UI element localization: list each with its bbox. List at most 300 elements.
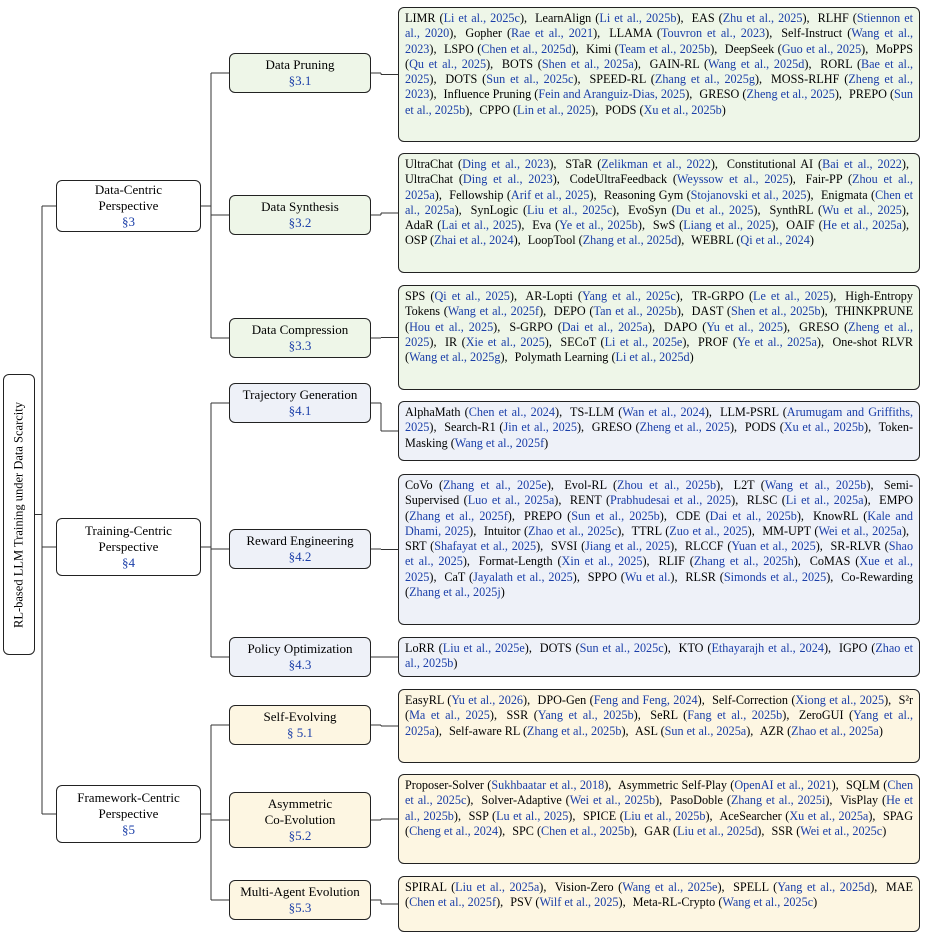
method-name: STaR [565,157,593,171]
method-citation: Wang et al., 2025e [622,880,718,894]
subcategory-node-3-3 [229,318,371,358]
method-citation: Sun et al., 2025c [579,641,664,655]
method-entry: SeRL (Fang et al., 2025b), [650,708,790,723]
method-name: S²r [898,693,914,707]
method-citation: Zheng et al., 2025 [746,87,835,102]
method-entry: CoVo (Zhang et al., 2025e), [405,478,554,492]
method-entry: PODS (Xu et al., 2025b) [605,102,726,117]
method-citation: Zhang et al., 2025d [582,233,678,248]
subcategory-node-4-1 [229,383,371,423]
method-name: Constitutional AI [726,157,814,171]
method-citation: Wu et al. [624,569,671,584]
method-name: LoRR [405,641,435,655]
method-name: Token-Masking [405,420,913,450]
method-name: Semi-Supervised [405,478,914,508]
method-name: PREPO [849,87,887,102]
method-entry: RLCCF (Yuan et al., 2025), [684,539,823,554]
method-entry: Meta-RL-Crypto (Wang et al., 2025c) [632,895,818,910]
method-entry: DAPO (Yu et al., 2025), [664,319,791,334]
method-list-4-1 [398,401,920,461]
method-citation: Liu et al., 2025d [677,823,758,838]
subcategory-section-ref: §3.3 [288,338,312,353]
method-citation: Zhai et al., 2024 [434,233,514,248]
method-name: Reasoning Gym [603,187,684,202]
method-name: Solver-Adaptive [481,793,562,808]
method-citation: Zhu et al., 2025 [722,11,803,25]
method-citation: Zhang et al., 2025j [409,585,501,600]
method-entry: Fellowship (Arif et al., 2025), [449,187,597,202]
method-citation: Fein and Aranguiz-Dias, 2025 [538,87,686,102]
subcategory-node-3-2 [229,195,371,235]
method-name: Asymmetric Self-Play [617,778,727,792]
method-citation: Ye et al., 2025b [559,218,638,233]
subcategory-node-5-2 [229,792,371,848]
method-name: CoMAS [809,554,851,569]
method-name: SeRL [650,708,678,723]
method-name: AceSearcher [719,808,782,823]
method-name: Gopher [465,26,502,41]
category-title-line: Framework-Centric [77,790,180,805]
method-name: SwS [652,218,676,233]
method-citation: Jiang et al., 2025 [585,539,671,554]
method-name: IGPO [838,641,868,655]
method-entry: High-Entropy Tokens (Wang et al., 2025f), [405,289,913,319]
method-entry: L2T (Wang et al., 2025b), [733,478,874,492]
method-entry: CodeUltraFeedback (Weyssow et al., 2025), [569,172,796,187]
method-entry: GAIN-RL (Wang et al., 2025d), [649,56,812,71]
method-entry: Reasoning Gym (Stojanovski et al., 2025), [603,187,814,202]
method-entry: DEPO (Tan et al., 2025b), [553,304,684,319]
subcategory-section-ref: §4.1 [288,403,312,418]
method-entry: LIMR (Li et al., 2025c), [405,11,528,25]
method-name: SPS [405,289,426,303]
method-name: SSR [771,823,794,838]
method-entry: TTRL (Zuo et al., 2025), [631,523,755,538]
method-name: Search-R1 [444,420,496,435]
method-name: DAPO [664,319,698,334]
method-name: SRT [405,539,427,554]
subcategory-section-ref: § 5.1 [287,725,313,740]
subcategory-section-ref: §5.3 [288,900,312,915]
method-citation: He et al., 2025a [822,218,902,233]
subcategory-title-line: Co-Evolution [264,812,336,827]
method-citation: Lu et al., 2025 [496,808,569,823]
method-name: RLCCF [684,539,724,554]
method-citation: Kale and Dhami, 2025 [405,508,914,538]
method-citation: Arif et al., 2025 [510,187,590,202]
method-citation: Simonds et al., 2025 [723,569,827,584]
method-entry: ASL (Sun et al., 2025a), [634,723,754,738]
method-entry: KTO (Ethayarajh et al., 2024), [678,641,832,655]
method-name: Kimi [586,41,612,56]
method-name: SPAG [882,808,914,823]
method-citation: Li et al., 2025b [599,11,677,25]
method-citation: Zuo et al., 2025 [669,523,748,538]
method-citation: He et al., 2025b [405,793,914,823]
method-name: EvoSyn [628,202,667,217]
method-name: S-GRPO [509,319,553,334]
method-citation: Li et al., 2025a [785,493,864,508]
method-name: OAIF [786,218,815,233]
method-name: Format-Length [478,554,553,569]
method-citation: Yang et al., 2025d [777,880,871,894]
method-citation: Wang et al., 2025f [447,304,540,319]
method-name: PODS [605,102,637,117]
method-name: Eva [532,218,552,233]
method-entry: CaT (Jayalath et al., 2025), [444,569,580,584]
method-entry: AZR (Zhao et al., 2025a) [759,723,883,738]
method-name: TS-LLM [570,405,615,419]
method-citation: Li et al., 2025e [604,334,683,349]
method-name: AZR [759,723,785,738]
method-name: WEBRL [691,233,734,248]
method-entry: CoMAS (Xue et al., 2025), [405,554,914,584]
method-name: SPEED-RL [589,72,646,87]
method-name: DOTS [539,641,572,655]
method-entry: SwS (Liang et al., 2025), [652,218,779,233]
method-entry: SPS (Qi et al., 2025), [405,289,518,303]
method-entry: Gopher (Rae et al., 2021), [465,26,601,41]
method-entry: EvoSyn (Du et al., 2025), [628,202,761,217]
method-citation: Sun et al., 2025b [571,508,660,523]
method-entry: IGPO (Zhao et al., 2025b) [405,641,914,671]
category-title-line: Data-Centric [94,182,163,197]
method-name: Co-Rewarding [841,569,913,584]
method-entry: GRESO (Zheng et al., 2025), [699,87,842,102]
subcategory-title-line: Data Synthesis [261,199,339,214]
subcategory-title-line: Multi-Agent Evolution [240,884,360,899]
method-citation: Shen et al., 2025a [541,56,634,71]
method-name: Evol-RL [564,478,607,492]
method-citation: Liu et al., 2025b [623,808,706,823]
method-name: SPELL [733,880,769,894]
method-citation: Zheng et al., 2025 [405,319,913,349]
method-entry: RORL (Bae et al., 2025), [405,56,914,87]
subcategory-title-line: Reward Engineering [246,533,354,548]
method-citation: Qi et al., 2025 [434,289,510,303]
method-name: Fair-PP [805,172,843,187]
category-section-ref: §3 [122,214,135,229]
method-entry: PROF (Ye et al., 2025a), [697,334,824,349]
method-citation: Hou et al., 2025 [409,319,494,334]
category-title-line: Training-Centric [85,523,172,538]
method-citation: Liu et al., 2025e [442,641,525,655]
method-name: MM-UPT [762,523,811,538]
method-citation: Chen et al., 2025b [541,823,631,838]
method-citation: Wang et al., 2025g [409,350,501,365]
method-name: One-shot RLVR [832,334,914,349]
method-entry: Kimi (Team et al., 2025b), [586,41,718,56]
method-citation: Wang et al., 2025f [454,435,545,450]
method-name: RLHF [817,11,849,25]
method-name: MAE [885,880,913,894]
method-name: DOTS [445,72,478,87]
method-name: SVSI [550,539,578,554]
method-entry: LoRR (Liu et al., 2025e), [405,641,532,655]
method-entry: PREPO (Sun et al., 2025b), [405,87,914,117]
method-citation: Wilf et al., 2025 [539,895,619,910]
method-citation: Shao et al., 2025 [405,539,914,569]
method-name: RENT [569,493,602,508]
method-name: EasyRL [405,693,444,707]
method-citation: Du et al., 2025 [675,202,754,217]
method-list-4-3 [398,637,920,677]
method-entry: BOTS (Shen et al., 2025a), [501,56,641,71]
method-citation: Wei et al., 2025c [800,823,883,838]
method-citation: Feng and Feng, 2024 [593,693,698,707]
method-citation: Xue et al., 2025 [405,554,914,584]
method-citation: Lin et al., 2025 [517,102,592,117]
method-name: GRESO [591,420,632,435]
method-list-3-1 [398,7,920,142]
method-citation: Team et al., 2025b [618,41,711,56]
method-name: IR [444,334,458,349]
method-list-5-3 [398,876,920,932]
method-citation: Ding et al., 2023 [462,172,553,187]
method-entry: STaR (Zelikman et al., 2022), [565,157,718,171]
method-name: THINKPRUNE [835,304,914,319]
method-entry: Semi-Supervised (Luo et al., 2025a), [405,478,914,508]
category-title-line: Perspective [98,806,159,821]
method-name: Vision-Zero [554,880,614,894]
subcategory-title-line: Asymmetric [267,796,333,811]
method-entry: ZeroGUI (Yang et al., 2025a), [405,708,914,738]
method-citation: Wu et al., 2025 [822,202,902,217]
method-entry: MM-UPT (Wei et al., 2025a), [762,523,910,538]
method-entry: TS-LLM (Wan et al., 2024), [570,405,712,419]
subcategory-node-5-1 [229,705,371,745]
method-name: GAIN-RL [649,56,700,71]
method-citation: Ye et al., 2025a [736,334,817,349]
method-name: SR-RLVR [830,539,881,554]
method-entry: CPPO (Lin et al., 2025), [479,102,599,117]
method-entry: SPC (Chen et al., 2025b), [512,823,638,838]
method-entry: SSR (Wei et al., 2025c) [771,823,887,838]
method-name: SynthRL [769,202,814,217]
method-entry: Self-Instruct (Wang et al., 2023), [405,26,914,56]
method-citation: Sun et al., 2025a [664,723,747,738]
method-name: MoPPS [875,41,914,56]
method-name: LSPO [443,41,474,56]
subcategory-title-line: Self-Evolving [263,709,337,724]
root-title: RL-based LLM Training under Data Scarcity [11,401,26,628]
method-name: L2T [733,478,755,492]
method-entry: Self-Correction (Xiong et al., 2025), [712,693,892,707]
method-name: BOTS [501,56,534,71]
method-citation: Ethayarajh et al., 2024 [711,641,824,655]
method-entry: OAIF (He et al., 2025a), [786,218,910,233]
method-entry: Search-R1 (Jin et al., 2025), [444,420,585,435]
method-citation: Yang et al., 2025a [405,708,914,738]
method-citation: Wang et al., 2025c [722,895,814,910]
method-entry: GRESO (Zheng et al., 2025), [591,420,738,435]
method-entry: MoPPS (Qu et al., 2025), [405,41,914,71]
method-entry: Influence Pruning (Fein and Aranguiz-Dias, 2025), [443,87,693,102]
method-entry: Co-Rewarding (Zhang et al., 2025j) [405,569,913,600]
method-name: AlphaMath [405,405,461,419]
method-citation: Yu et al., 2025 [706,319,783,334]
method-citation: Yang et al., 2025b [537,708,634,723]
method-entry: SVSI (Jiang et al., 2025), [550,539,678,554]
method-entry: DOTS (Sun et al., 2025c), [539,641,671,655]
subcategory-section-ref: §4.2 [288,549,312,564]
method-name: Fellowship [449,187,504,202]
method-entry: SR-RLVR (Shao et al., 2025), [405,539,914,569]
method-citation: Chen et al., 2024 [468,405,555,419]
method-entry: SPIRAL (Liu et al., 2025a), [405,880,547,894]
method-citation: Guo et al., 2025 [781,41,862,56]
method-entry: DeepSeek (Guo et al., 2025), [724,41,869,56]
method-name: GAR [644,823,670,838]
method-entry: Proposer-Solver (Sukhbaatar et al., 2018), [405,778,612,792]
method-citation: Zhang et al., 2025i [730,793,826,808]
method-entry: RLSR (Simonds et al., 2025), [685,569,834,584]
method-entry: Self-aware RL (Zhang et al., 2025b), [448,723,629,738]
method-name: Proposer-Solver [405,778,484,792]
method-citation: Sun et al., 2025c [486,72,574,87]
method-name: RORL [820,56,853,71]
method-citation: Zelikman et al., 2022 [601,157,711,171]
subcategory-node-4-2 [229,529,371,569]
method-entry: Eva (Ye et al., 2025b), [532,218,646,233]
method-name: PREPO [524,508,562,523]
subcategory-section-ref: §5.2 [288,828,312,843]
method-name: CDE [676,508,701,523]
method-entry: SSR (Yang et al., 2025b), [506,708,641,723]
method-citation: Arumugam and Griffiths, 2025 [405,405,914,435]
method-citation: Luo et al., 2025a [467,493,555,508]
method-entry: UltraChat (Ding et al., 2023), [405,172,560,187]
method-name: ASL [634,723,658,738]
method-citation: Dai et al., 2025b [709,508,797,523]
method-name: KTO [678,641,704,655]
method-entry: SynLogic (Liu et al., 2025c), [470,202,620,217]
method-entry: Solver-Adaptive (Wei et al., 2025b), [481,793,663,808]
method-citation: Sukhbaatar et al., 2018 [491,778,605,792]
method-list-3-2 [398,153,920,273]
method-entry: AR-Lopti (Yang et al., 2025c), [525,289,683,303]
method-entry: EAS (Zhu et al., 2025), [691,11,810,25]
subcategory-section-ref: §3.2 [288,215,312,230]
method-citation: Xu et al., 2025a [789,808,869,823]
method-citation: Sun et al., 2025b [405,87,914,117]
method-entry: PREPO (Sun et al., 2025b), [524,508,667,523]
method-citation: Xie et al., 2025 [465,334,545,349]
method-citation: Zhou et al., 2025b [617,478,717,492]
method-citation: Chen et al., 2025d [481,41,572,56]
method-citation: Xin et al., 2025 [561,554,643,569]
method-name: EMPO [879,493,914,508]
method-entry: GRESO (Zheng et al., 2025), [405,319,913,349]
method-list-3-3 [398,285,920,390]
method-name: SPIRAL [405,880,447,894]
method-list-4-2 [398,474,920,625]
method-name: CodeUltraFeedback [569,172,668,187]
method-name: DeepSeek [724,41,775,56]
method-entry: MOSS-RLHF (Zheng et al., 2023), [405,72,914,102]
method-entry: LearnAlign (Li et al., 2025b), [535,11,684,25]
method-citation: Zhao et al., 2025c [528,523,618,538]
method-entry: Format-Length (Xin et al., 2025), [478,554,650,569]
method-entry: LLM-PSRL (Arumugam and Griffiths, 2025), [405,405,914,435]
method-name: Self-Correction [712,693,788,707]
method-name: SPC [512,823,534,838]
method-entry: MAE (Chen et al., 2025f), [405,880,913,910]
method-citation: Ding et al., 2023 [462,157,550,171]
method-name: UltraChat [405,172,454,187]
method-citation: Bae et al., 2025 [405,56,914,87]
method-entry: SRT (Shafayat et al., 2025), [405,539,544,554]
method-citation: Zheng et al., 2023 [405,72,914,102]
method-citation: Xiong et al., 2025 [795,693,885,707]
method-citation: Liu et al., 2025c [527,202,613,217]
method-citation: Zhao et al., 2025b [405,641,914,671]
method-citation: OpenAI et al., 2021 [734,778,832,792]
method-name: AR-Lopti [525,289,573,303]
method-name: UltraChat [405,157,454,171]
method-entry: VisPlay (He et al., 2025b), [405,793,914,823]
method-entry: RENT (Prabhudesai et al., 2025), [569,493,739,508]
method-citation: Wei et al., 2025a [818,523,902,538]
method-name: PSV [510,895,533,910]
method-name: PROF [697,334,729,349]
method-name: Self-Instruct [781,26,843,41]
method-name: High-Entropy Tokens [405,289,913,319]
method-entry: Fair-PP (Zhou et al., 2025a), [405,172,913,202]
method-entry: Intuitor (Zhao et al., 2025c), [483,523,625,538]
method-name: TTRL [631,523,662,538]
method-citation: Bai et al., 2022 [822,157,902,171]
method-entry: SECoT (Li et al., 2025e), [560,334,690,349]
method-name: Influence Pruning [443,87,532,102]
subcategory-node-5-3 [229,880,371,920]
method-entry: IR (Xie et al., 2025), [444,334,552,349]
method-citation: Stojanovski et al., 2025 [690,187,807,202]
method-name: SQLM [846,778,880,792]
method-entry: RLSC (Li et al., 2025a), [746,493,871,508]
method-citation: Liu et al., 2025a [455,880,540,894]
method-entry: SPELL (Yang et al., 2025d), [733,880,878,894]
method-citation: Qi et al., 2024 [740,233,810,248]
method-citation: Yang et al., 2025c [581,289,676,303]
method-entry: PSV (Wilf et al., 2025), [510,895,626,910]
category-node-5 [56,785,201,843]
method-name: LoopTool [527,233,576,248]
method-name: DAST [691,304,724,319]
method-citation: Dai et al., 2025a [561,319,648,334]
method-entry: Evol-RL (Zhou et al., 2025b), [564,478,724,492]
method-entry: AlphaMath (Chen et al., 2024), [405,405,563,419]
method-citation: Stiennon et al., 2020 [405,11,914,41]
method-citation: Li et al., 2025d [615,350,690,365]
method-citation: Yuan et al., 2025 [731,539,816,554]
method-entry: GAR (Liu et al., 2025d), [644,823,765,838]
method-citation: Zhang et al., 2025g [654,72,755,87]
method-name: SECoT [560,334,597,349]
method-list-5-2 [398,774,920,864]
root-node [3,374,35,655]
category-node-3 [56,180,201,232]
method-citation: Le et al., 2025 [753,289,830,303]
method-entry: Polymath Learning (Li et al., 2025d) [514,350,694,365]
method-entry: UltraChat (Ding et al., 2023), [405,157,557,171]
method-citation: Chen et al., 2025f [409,895,497,910]
method-entry: AceSearcher (Xu et al., 2025a), [719,808,876,823]
method-name: TR-GRPO [691,289,744,303]
method-citation: Zhang et al., 2025e [443,478,547,492]
method-name: RLIF [658,554,685,569]
method-name: PODS [744,420,776,435]
